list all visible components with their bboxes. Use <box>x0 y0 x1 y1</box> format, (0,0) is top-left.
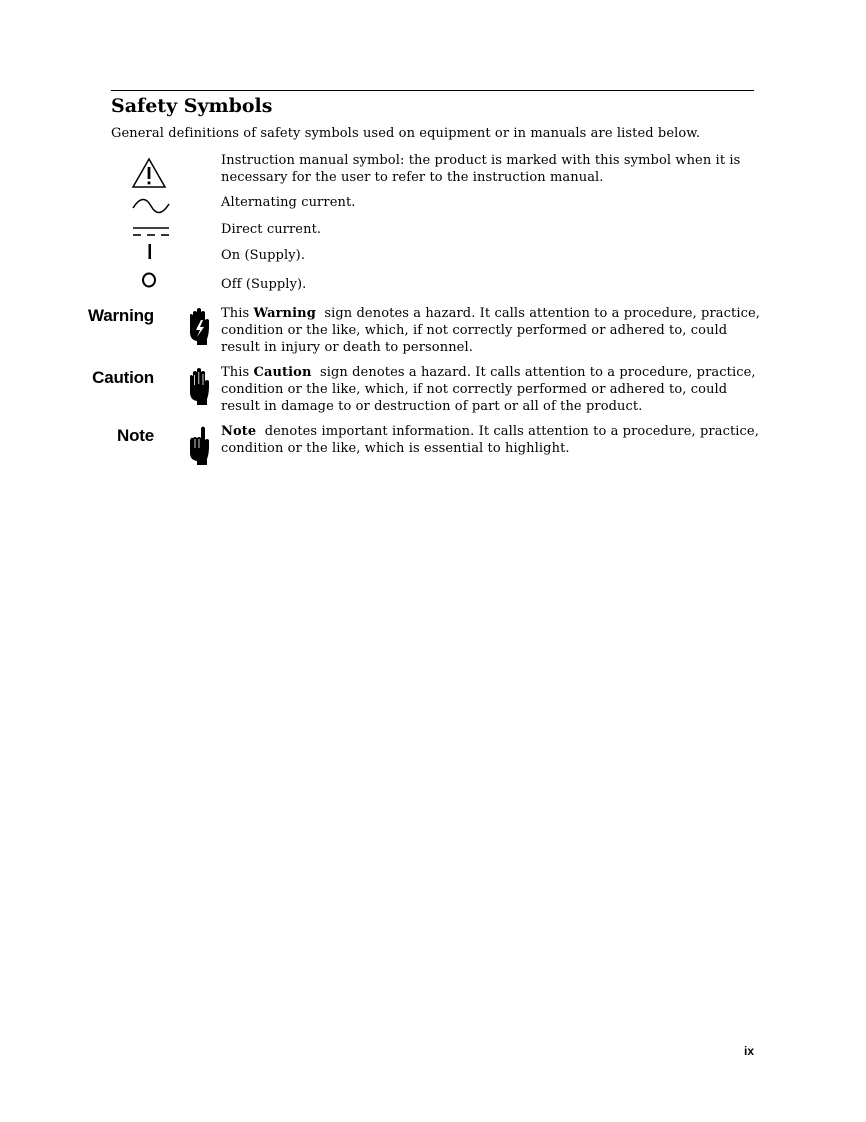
notice-label: Warning <box>88 306 154 325</box>
note-hand-icon <box>187 424 211 466</box>
notice-label: Note <box>117 426 154 445</box>
notice-text <box>221 305 761 356</box>
section-intro: General definitions of safety symbols used on equipment or in manuals are listed below. <box>111 126 701 141</box>
symbol-description: Instruction manual symbol: the product is marked with this symbol when it is necessary for the user to refer to the instruction manual. <box>221 153 741 185</box>
notice-body: sign denotes a hazard. It calls attention to a procedure, practice, condition or the like, which, if not correctly performed or adhered to, could result in damage to or destruction of part or all of the product. <box>221 365 756 414</box>
top-rule <box>111 90 754 91</box>
notice-lead: This <box>221 365 250 380</box>
notice-keyword: Note <box>221 424 257 439</box>
notice-body: sign denotes a hazard. It calls attention to a procedure, practice, condition or the like, which, if not correctly performed or adhered to, could result in injury or death to personnel. <box>221 306 761 355</box>
notice-keyword: Warning <box>253 306 316 321</box>
notice-text <box>221 364 761 415</box>
alternating-current-icon <box>132 198 170 214</box>
symbol-description: On (Supply). <box>221 248 306 263</box>
notice-text <box>221 423 761 457</box>
symbol-description: Off (Supply). <box>221 277 307 292</box>
caution-hand-icon <box>187 366 211 406</box>
warning-triangle-icon <box>131 157 167 189</box>
power-off-icon <box>140 271 158 289</box>
page-number: ix <box>744 1044 755 1058</box>
direct-current-icon <box>132 225 170 237</box>
warning-hand-icon <box>187 306 211 346</box>
notice-keyword: Caution <box>253 365 312 380</box>
notice-lead: This <box>221 306 250 321</box>
section-title: Safety Symbols <box>111 95 273 117</box>
power-on-icon <box>146 242 154 262</box>
symbol-description: Direct current. <box>221 222 322 237</box>
notice-body: denotes important information. It calls attention to a procedure, practice, condition or the like, which is essential to highlight. <box>221 424 759 456</box>
notice-label: Caution <box>92 368 154 387</box>
symbol-description: Alternating current. <box>221 195 356 210</box>
